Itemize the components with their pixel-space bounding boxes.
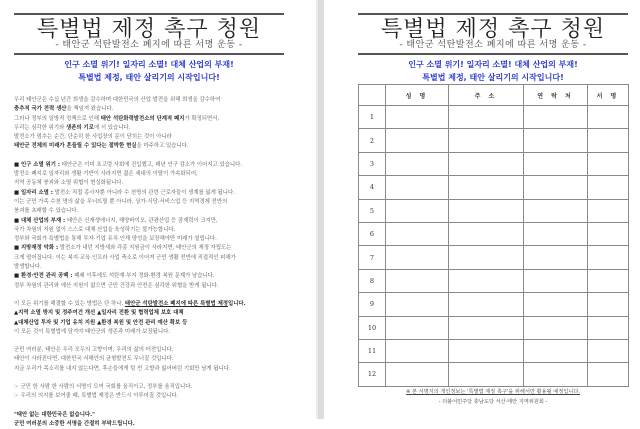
slogan-line-1: 인구 소멸 위기! 일자리 소멸! 대체 산업의 부재! (64, 60, 234, 69)
intro-line: 태안군 전체의 미래가 흔들릴 수 있다는 절박한 현실을 마주하고 있습니다. (14, 143, 189, 150)
signature-cell[interactable] (588, 363, 629, 386)
name-cell[interactable] (386, 339, 449, 362)
final-quote: "태안 없는 대한민국은 없습니다." (14, 411, 95, 418)
signature-cell[interactable] (588, 316, 629, 339)
petition-body (14, 96, 296, 429)
final-request: 군민 여러분의 소중한 서명을 간절히 부탁드립니다. (14, 420, 135, 427)
row-number: 3 (359, 152, 386, 175)
table-row (359, 363, 629, 386)
signature-cell[interactable] (588, 269, 629, 292)
contact-cell[interactable] (524, 152, 588, 175)
pointer-line: ☞ 군민 한 사람 한 사람의 서명이 모여 국회를 움직이고, 정부를 움직입니다. (14, 384, 193, 391)
issue-environment: ■ 환경·안전 관리 공백 : 폐쇄 이후에도 석탄재·부지 정화·환경 복원 문제가 남습니다. (14, 273, 215, 280)
address-cell[interactable] (449, 339, 524, 362)
signature-cell[interactable] (588, 129, 629, 152)
appeal-line: 태안이 사라진다면, 대한민국 서해안의 균형발전도 무너질 것입니다. (14, 356, 174, 363)
table-row (359, 222, 629, 245)
issue-line: 정부와 국회가 특별법을 통해 투자·기업 유치·인재 양성을 보장해야만 미래가 열립니다. (14, 236, 217, 243)
issue-line: 국가 차원의 지원 없이 스스로 대체 산업을 육성하기는 불가능합니다. (14, 226, 176, 233)
name-cell[interactable] (386, 316, 449, 339)
appeal-line: 군민 여러분, 태안은 우리 모두의 고향이며, 우리의 삶의 터전입니다. (14, 347, 174, 354)
signature-cell[interactable] (588, 152, 629, 175)
name-cell[interactable] (386, 152, 449, 175)
address-cell[interactable] (449, 316, 524, 339)
address-cell[interactable] (449, 293, 524, 316)
contact-cell[interactable] (524, 106, 588, 129)
solution-lead: 이 모든 위기를 해결할 수 있는 방법은 단 하나, 태안군 석탄발전소 폐지에 따른 특별법 제정입니다. (14, 300, 246, 307)
contact-cell[interactable] (524, 339, 588, 362)
signature-cell[interactable] (588, 293, 629, 316)
contact-cell[interactable] (524, 293, 588, 316)
row-number: 12 (359, 363, 386, 386)
signature-table (358, 84, 629, 387)
name-cell[interactable] (386, 246, 449, 269)
intro-line: 발전소가 멈추는 순간, 단순히 한 사업장의 문이 닫히는 것이 아니라 (14, 134, 172, 141)
slogan-line-1: 인구 소멸 위기! 일자리 소멸! 대체 산업의 부재! (408, 60, 578, 69)
issue-line: 이는 군민 가족 수천 명의 삶을 무너뜨릴 뿐 아니라, 상가·식당·서비스업 등 지역경제 전반의 (14, 198, 228, 205)
col-contact-header: 연 락 처 (524, 85, 588, 106)
signature-cell[interactable] (588, 222, 629, 245)
issue-line: 정부 차원의 관리와 예산 지원이 없으면 군민 건강과 안전은 심각한 위협을 받게 됩니다. (14, 282, 219, 289)
row-number: 8 (359, 269, 386, 292)
issue-line: 발전소 폐지로 일자리와 생활 기반이 사라지면 젊은 세대의 이탈이 가속화되어, (14, 171, 198, 178)
row-number: 6 (359, 222, 386, 245)
contact-cell[interactable] (524, 363, 588, 386)
organization-name: - 더불어민주당 충남도당 서산·태안 지역위원회 - (438, 399, 548, 405)
address-cell[interactable] (449, 363, 524, 386)
pointer-line: ☞ 우리의 의지를 보여줄 때, 특별법 제정은 반드시 이루어질 것입니다. (14, 393, 179, 400)
contact-cell[interactable] (524, 269, 588, 292)
row-number: 1 (359, 106, 386, 129)
bottom-rule (14, 53, 284, 55)
issue-line: 크게 떨어집니다. 이는 복지·교육·인프라 사업 축소로 이어져 군민 생활 전반에 직접적인 피해가 (14, 254, 236, 261)
issue-industry: ■ 대체 산업의 부재 : 태안은 신재생에너지, 해양바이오, 관광산업 등 잠재력이 크지만, (14, 217, 218, 224)
signature-page (324, 0, 640, 419)
address-cell[interactable] (449, 199, 524, 222)
table-row (359, 106, 629, 129)
address-cell[interactable] (449, 106, 524, 129)
appeal-line: 지금 우리가 목소리를 내지 않는다면, 후손들에게 텅 빈 고향과 잃어버린 기회만 남게 됩니다. (14, 365, 231, 372)
address-cell[interactable] (449, 176, 524, 199)
name-cell[interactable] (386, 129, 449, 152)
name-cell[interactable] (386, 222, 449, 245)
issue-population: ■ 인구 소멸 위기 : 태안군은 이미 초고령 사회에 진입했고, 매년 인구 감소가 이어지고 있습니다. (14, 161, 243, 168)
privacy-footnote: ※ 본 서명지의 개인정보는 '특별법 제정 촉구'을 위해서만 활용될 예정입니다. (405, 389, 581, 395)
table-row (359, 246, 629, 269)
table-row (359, 293, 629, 316)
name-cell[interactable] (386, 363, 449, 386)
row-number: 5 (359, 199, 386, 222)
issue-line: 지역 공동체 붕괴와 소멸 위협이 현실화됩니다. (14, 180, 124, 187)
page-title: 특별법 제정 촉구 청원 (36, 17, 262, 42)
table-row (359, 129, 629, 152)
signature-cell[interactable] (588, 199, 629, 222)
bottom-rule (358, 53, 628, 55)
row-number: 2 (359, 129, 386, 152)
intro-line: 충추적 국가 전력 생산을 책임져 왔습니다. (14, 106, 114, 113)
signature-cell[interactable] (588, 246, 629, 269)
contact-cell[interactable] (524, 129, 588, 152)
issue-line: 발생합니다. (14, 264, 42, 271)
table-row (359, 152, 629, 175)
slogan-line-2: 특별법 제정, 태안 살리기의 시작입니다! (78, 73, 220, 82)
address-cell[interactable] (449, 129, 524, 152)
table-row (359, 176, 629, 199)
intro-line: 우리는 심각한 위기와 생존의 기로에 서 있습니다. (14, 124, 131, 131)
page-title: 특별법 제정 촉구 청원 (380, 17, 606, 42)
contact-cell[interactable] (524, 222, 588, 245)
table-row (359, 269, 629, 292)
table-row (359, 199, 629, 222)
page-subtitle: - 태안군 석탄발전소 폐지에 따른 서명 운동 - (55, 40, 243, 50)
row-number: 7 (359, 246, 386, 269)
solution-bullets: ▲지역 소멸 방지 및 정주여건 개선 ▲일자리 전환 및 협력업체 보호 대책 (14, 310, 184, 317)
row-number: 11 (359, 339, 386, 362)
solution-bullets: ▲대체산업 투자 및 기업 유치 지원 ▲환경 복원 및 안전 관리 예산 확보 등 (14, 319, 188, 326)
contact-cell[interactable] (524, 176, 588, 199)
col-number-header (359, 85, 386, 106)
table-row (359, 316, 629, 339)
table-header-row (359, 85, 629, 106)
col-signature-header: 서 명 (588, 85, 629, 106)
row-number: 4 (359, 176, 386, 199)
intro-line: 그러나 정부의 일방적 정책으로 인해 태안 석탄화력발전소의 단계적 폐지가 확정되면서, (14, 115, 220, 122)
address-cell[interactable] (449, 222, 524, 245)
top-rule (14, 13, 284, 15)
top-rule (358, 13, 628, 15)
contact-cell[interactable] (524, 199, 588, 222)
name-cell[interactable] (386, 269, 449, 292)
row-number: 9 (359, 293, 386, 316)
solution-closing: 이 모든 것이 특별법에 담겨야 태안군의 생존과 미래가 보장됩니다. (14, 328, 171, 335)
name-cell[interactable] (386, 199, 449, 222)
address-cell[interactable] (449, 152, 524, 175)
address-cell[interactable] (449, 246, 524, 269)
signature-cell[interactable] (588, 339, 629, 362)
intro-line: 우리 태안군은 수십 년간 희생을 감수하며 대한민국의 산업 발전을 위해 희생을 감수하여 (14, 97, 221, 103)
issue-jobs: ■ 일자리 소멸 : 발전소 직접 종사자뿐 아니라 수 천명의 관련 근로자들이 생계를 잃게 됩니다. (14, 189, 235, 196)
contact-cell[interactable] (524, 316, 588, 339)
name-cell[interactable] (386, 176, 449, 199)
contact-cell[interactable] (524, 246, 588, 269)
name-cell[interactable] (386, 106, 449, 129)
signature-cell[interactable] (588, 106, 629, 129)
slogan-line-2: 특별법 제정, 태안 살리기의 시작입니다! (422, 73, 564, 82)
issue-finance: ■ 지방재정 악화 : 발전소가 내던 지방세와 각종 지원금이 사라지면, 태안군의 재정 자립도는 (14, 245, 232, 252)
row-number: 10 (359, 316, 386, 339)
name-cell[interactable] (386, 293, 449, 316)
table-row (359, 339, 629, 362)
col-address-header: 주 소 (449, 85, 524, 106)
address-cell[interactable] (449, 269, 524, 292)
col-name-header: 성 명 (386, 85, 449, 106)
signature-cell[interactable] (588, 176, 629, 199)
issue-line: 붕괴를 초래할 수 있습니다. (14, 208, 79, 215)
petition-info-page (0, 0, 318, 427)
page-subtitle: - 태안군 석탄발전소 폐지에 따른 서명 운동 - (399, 40, 587, 50)
